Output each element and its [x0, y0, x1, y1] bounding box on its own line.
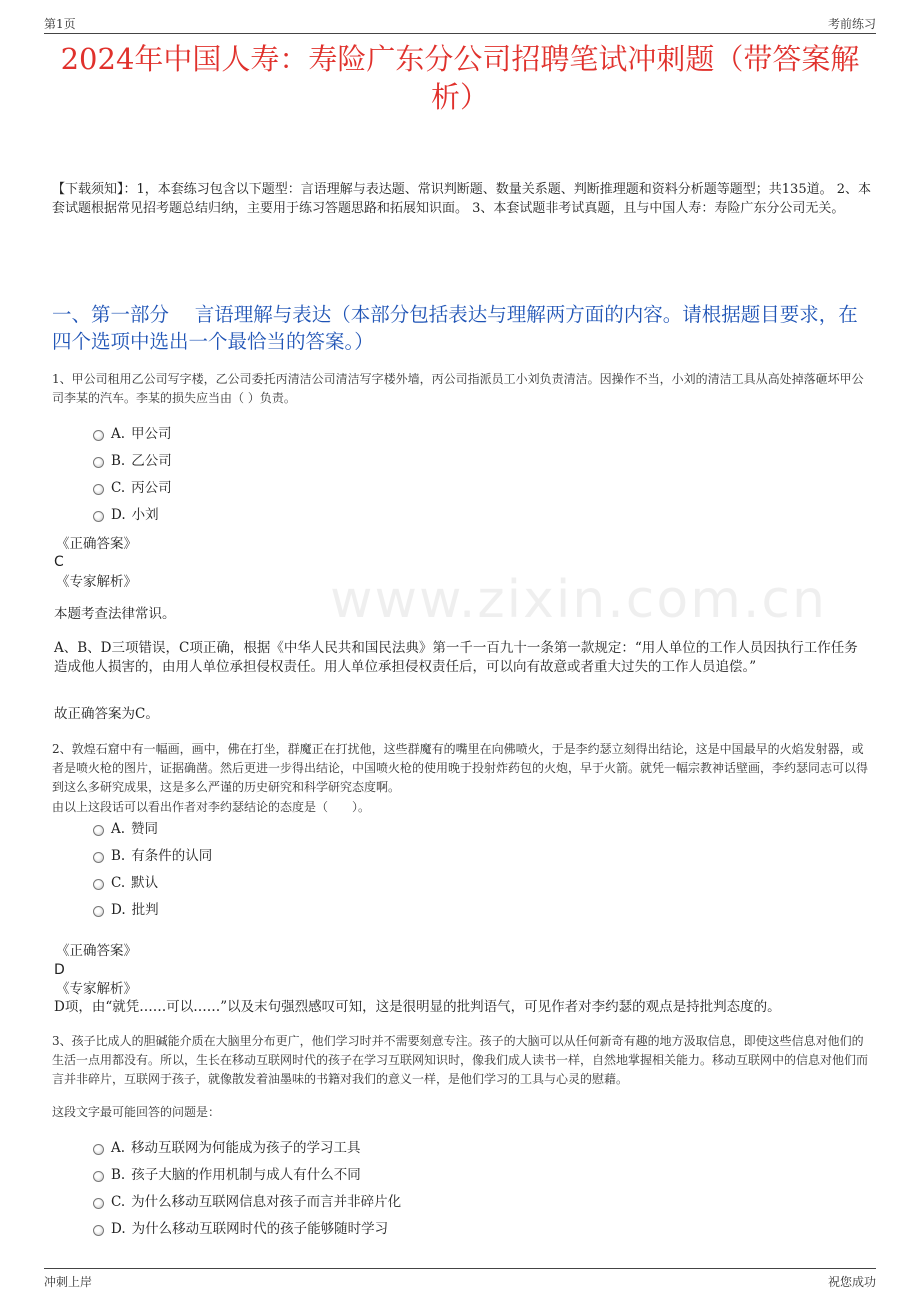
question-2-option-a[interactable] [93, 819, 158, 839]
option-text: 孩子大脑的作用机制与成人有什么不同 [131, 1167, 361, 1183]
answer-label: 《正确答案》 [56, 943, 137, 959]
page-number: 第1页 [44, 17, 76, 31]
analysis-paragraph: 故正确答案为C。 [54, 706, 159, 722]
option-letter: A. [111, 821, 126, 837]
footer-right-label: 祝您成功 [827, 1275, 876, 1289]
option-letter: D. [111, 507, 126, 523]
analysis-paragraph: A、B、D三项错误，C项正确，根据《中华人民共和国民法典》第一千一百九十一条第一款规定：“用人单位的工作人员因执行工作任务造成他人损害的，由用人单位承担侵权责任。用人单位承担侵权责任后，可以向有故意或者重大过失的工作人员追偿。” [54, 640, 858, 675]
question-3-option-c[interactable] [93, 1192, 401, 1212]
question-3-text: 3、孩子比成人的胆碱能介质在大脑里分布更广，他们学习时并不需要刻意专注。孩子的大脑可以从任何新奇有趣的地方汲取信息，即使这些信息对他们的生活一点用都没有。所以，生长在移动互联网时代的孩子在学习互联网知识时，像我们成人读书一样，自然地掌握相关能力。移动互联网中的信息对他们而言并非碎片，互联网于孩子，就像散发着油墨味的书籍对我们的意义一样，是他们学习的工具与心灵的慰藉。 [52, 1034, 869, 1086]
radio-icon[interactable] [93, 1225, 104, 1236]
option-text: 丙公司 [131, 480, 172, 496]
question-3-option-a[interactable] [93, 1138, 361, 1158]
option-letter: D. [111, 1221, 126, 1237]
answer-value: D [54, 962, 65, 978]
question-1-option-a[interactable] [93, 424, 172, 444]
footer-rule [44, 1268, 876, 1269]
radio-icon[interactable] [93, 484, 104, 495]
option-text: 小刘 [131, 507, 159, 523]
question-1-option-b[interactable] [93, 451, 172, 471]
option-text: 有条件的认同 [131, 848, 213, 864]
option-text: 乙公司 [131, 453, 172, 469]
radio-icon[interactable] [93, 1144, 104, 1155]
question-3-prompt: 这段文字最可能回答的问题是： [52, 1105, 221, 1119]
option-letter: A. [111, 1140, 126, 1156]
option-letter: C. [111, 875, 126, 891]
radio-icon[interactable] [93, 457, 104, 468]
radio-icon[interactable] [93, 1171, 104, 1182]
option-text: 为什么移动互联网时代的孩子能够随时学习 [131, 1221, 389, 1237]
radio-icon[interactable] [93, 879, 104, 890]
analysis-paragraph: D项，由“就凭……可以……”以及末句强烈感叹可知，这是很明显的批判语气，可见作者对李约瑟的观点是持批判态度的。 [54, 999, 781, 1015]
question-2-option-d[interactable] [93, 900, 159, 920]
section-title: 一、第一部分 言语理解与表达（本部分包括表达与理解两方面的内容。请根据题目要求，在四个选项中选出一个最恰当的答案。） [52, 303, 858, 353]
option-text: 赞同 [131, 821, 159, 837]
question-1-option-d[interactable] [93, 505, 159, 525]
header-label: 考前练习 [827, 17, 876, 31]
question-2-text: 2、敦煌石窟中有一幅画，画中，佛在打坐，群魔正在打扰他，这些群魔有的嘴里在向佛喷火，于是李约瑟立刻得出结论，这是中国最早的火焰发射器，或者是喷火枪的图片，证据确凿。然后更进一步得出结论，中国喷火枪的使用晚于投射炸药包的火炮，早于火箭。就凭一幅宗教神话壁画，李约瑟同志可以得到这么多研究成果，这是多么严谨的历史研究和科学研究态度啊。 [52, 742, 869, 794]
option-text: 为什么移动互联网信息对孩子而言并非碎片化 [131, 1194, 402, 1210]
option-text: 移动互联网为何能成为孩子的学习工具 [131, 1140, 361, 1156]
option-text: 批判 [131, 902, 159, 918]
question-3-option-b[interactable] [93, 1165, 361, 1185]
answer-label: 《正确答案》 [56, 536, 137, 552]
question-2-option-b[interactable] [93, 846, 212, 866]
watermark: www.zixin.com.cn [330, 570, 827, 630]
radio-icon[interactable] [93, 1198, 104, 1209]
radio-icon[interactable] [93, 852, 104, 863]
radio-icon[interactable] [93, 825, 104, 836]
radio-icon[interactable] [93, 511, 104, 522]
analysis-paragraph: 本题考查法律常识。 [54, 606, 176, 622]
option-letter: C. [111, 1194, 126, 1210]
question-2-option-c[interactable] [93, 873, 158, 893]
question-1-option-c[interactable] [93, 478, 172, 498]
analysis-label: 《专家解析》 [56, 981, 137, 997]
radio-icon[interactable] [93, 906, 104, 917]
option-letter: B. [111, 453, 126, 469]
analysis-label: 《专家解析》 [56, 574, 137, 590]
option-letter: C. [111, 480, 126, 496]
answer-value: C [54, 554, 64, 570]
question-3-option-d[interactable] [93, 1219, 388, 1239]
question-2-prompt: 由以上这段话可以看出作者对李约瑟结论的态度是（ ）。 [52, 800, 371, 814]
footer-left-label: 冲刺上岸 [44, 1275, 93, 1289]
radio-icon[interactable] [93, 430, 104, 441]
download-notice: 【下载须知】：1，本套练习包含以下题型：言语理解与表达题、常识判断题、数量关系题、判断推理题和资料分析题等题型；共135道。 2、本套试题根据常见招考题总结归纳，主要用于练习答题思路和拓展知识面。 3、本套试题非考试真题，且与中国人寿：寿险广东分公司无关。 [52, 182, 871, 216]
option-text: 默认 [131, 875, 159, 891]
option-letter: B. [111, 1167, 126, 1183]
question-1-text: 1、甲公司租用乙公司写字楼，乙公司委托丙清洁公司清洁写字楼外墙，丙公司指派员工小刘负责清洁。因操作不当，小刘的清洁工具从高处掉落砸坏甲公司李某的汽车。李某的损失应当由（ ）负责。 [52, 372, 864, 405]
document-title: 2024年中国人寿：寿险广东分公司招聘笔试冲刺题（带答案解析） [60, 42, 860, 114]
option-text: 甲公司 [131, 426, 172, 442]
option-letter: B. [111, 848, 126, 864]
header-rule [44, 33, 876, 34]
option-letter: D. [111, 902, 126, 918]
option-letter: A. [111, 426, 126, 442]
